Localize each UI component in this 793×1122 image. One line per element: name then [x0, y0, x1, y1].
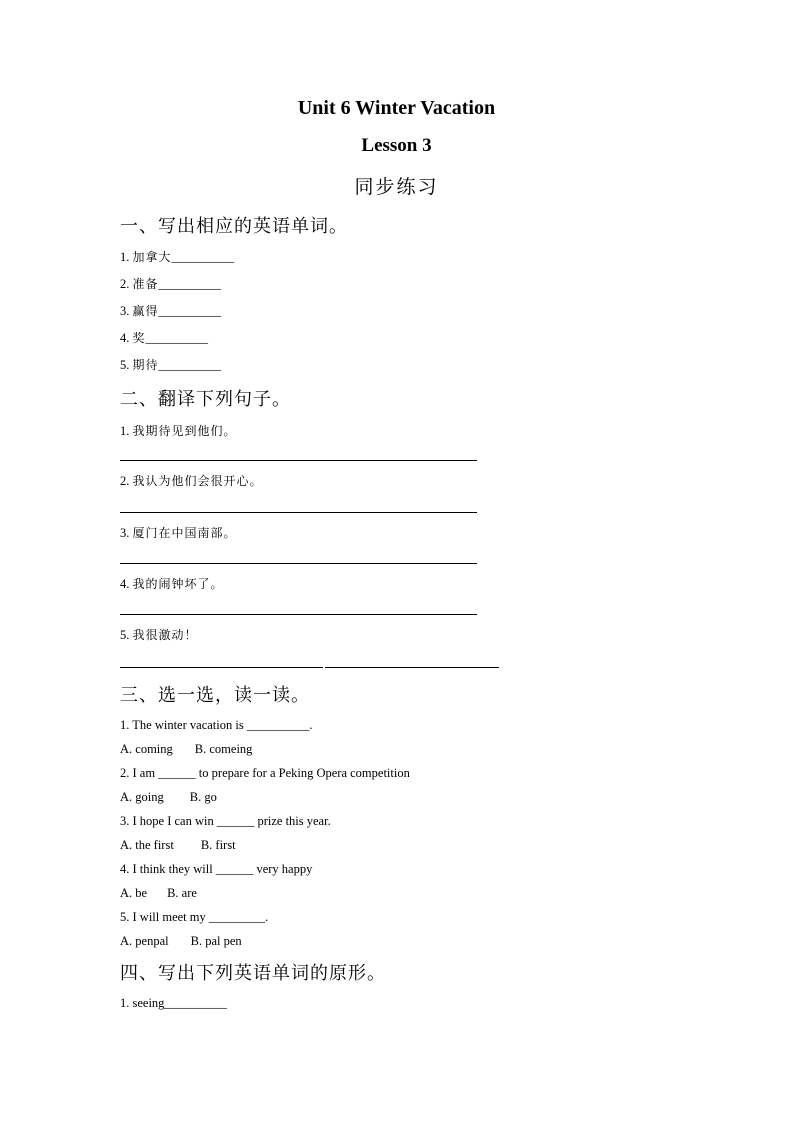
answer-blank[interactable]: __________ [158, 358, 222, 372]
option-b[interactable]: B. pal pen [190, 934, 242, 948]
item-text: 我的闹钟坏了。 [132, 577, 224, 591]
option-a[interactable]: A. penpal [120, 934, 169, 948]
question-options [120, 838, 236, 853]
item-number: 2. [120, 277, 130, 291]
item-number: 3. [120, 526, 130, 540]
section-4-item: 1. seeing__________ [120, 996, 227, 1010]
section-3-heading: 三、选一选，读一读。 [120, 685, 310, 706]
answer-line[interactable] [120, 512, 477, 513]
item-number: 1. [120, 424, 130, 438]
question-text: 2. I am ______ to prepare for a Peking Opera competition [120, 766, 410, 780]
item-number: 4. [120, 577, 130, 591]
section-1-heading: 一、写出相应的英语单词。 [120, 216, 348, 237]
question-options [120, 742, 252, 757]
item-number: 1. [120, 250, 130, 264]
item-text: 厦门在中国南部。 [132, 526, 237, 540]
question-text: 4. I think they will ______ very happy [120, 862, 313, 876]
option-a[interactable]: A. the first [120, 838, 174, 852]
answer-line[interactable] [325, 667, 499, 668]
answer-blank[interactable]: __________ [158, 304, 222, 318]
section-1-item [120, 302, 221, 319]
question-text: 3. I hope I can win ______ prize this year. [120, 814, 331, 828]
exercise-subtitle: 同步练习 [354, 177, 439, 198]
question-options [120, 790, 217, 805]
item-text: 期待 [132, 358, 159, 372]
question-text: 1. The winter vacation is __________. [120, 718, 313, 732]
answer-line[interactable] [120, 614, 477, 615]
item-number: 2. [120, 474, 130, 488]
option-a[interactable]: A. be [120, 886, 148, 900]
item-text: 奖 [132, 331, 146, 345]
option-b[interactable]: B. go [189, 790, 217, 804]
section-1-item [120, 248, 234, 265]
answer-line[interactable] [120, 563, 477, 564]
item-text: 我认为他们会很开心。 [132, 474, 263, 488]
option-a[interactable]: A. coming [120, 742, 173, 756]
item-number: 3. [120, 304, 130, 318]
item-text: 准备 [132, 277, 159, 291]
section-4-heading: 四、写出下列英语单词的原形。 [120, 963, 386, 984]
option-b[interactable]: B. first [200, 838, 236, 852]
option-b[interactable]: B. are [167, 886, 197, 900]
page-title: Unit 6 Winter Vacation [297, 97, 496, 119]
section-2-item [120, 575, 224, 592]
answer-blank[interactable]: __________ [145, 331, 209, 345]
section-2-heading: 二、翻译下列句子。 [120, 389, 291, 410]
section-2-item [120, 524, 237, 541]
option-b[interactable]: B. comeing [194, 742, 253, 756]
section-1-item [120, 329, 208, 346]
answer-line[interactable] [120, 460, 477, 461]
lesson-title: Lesson 3 [361, 135, 432, 156]
section-2-item [120, 422, 237, 439]
answer-line[interactable] [120, 667, 323, 668]
answer-blank[interactable]: __________ [171, 250, 235, 264]
item-text: 我期待见到他们。 [132, 424, 237, 438]
item-number: 5. [120, 358, 130, 372]
item-text: 加拿大 [132, 250, 172, 264]
section-2-item [120, 626, 198, 643]
item-text: 赢得 [132, 304, 159, 318]
section-1-item [120, 356, 221, 373]
question-options [120, 934, 242, 949]
item-text: 我很激动！ [132, 628, 198, 642]
section-2-item [120, 472, 263, 489]
question-text: 5. I will meet my _________. [120, 910, 269, 924]
section-1-item [120, 275, 221, 292]
item-number: 4. [120, 331, 130, 345]
question-options [120, 886, 197, 901]
item-number: 5. [120, 628, 130, 642]
answer-blank[interactable]: __________ [158, 277, 222, 291]
option-a[interactable]: A. going [120, 790, 164, 804]
